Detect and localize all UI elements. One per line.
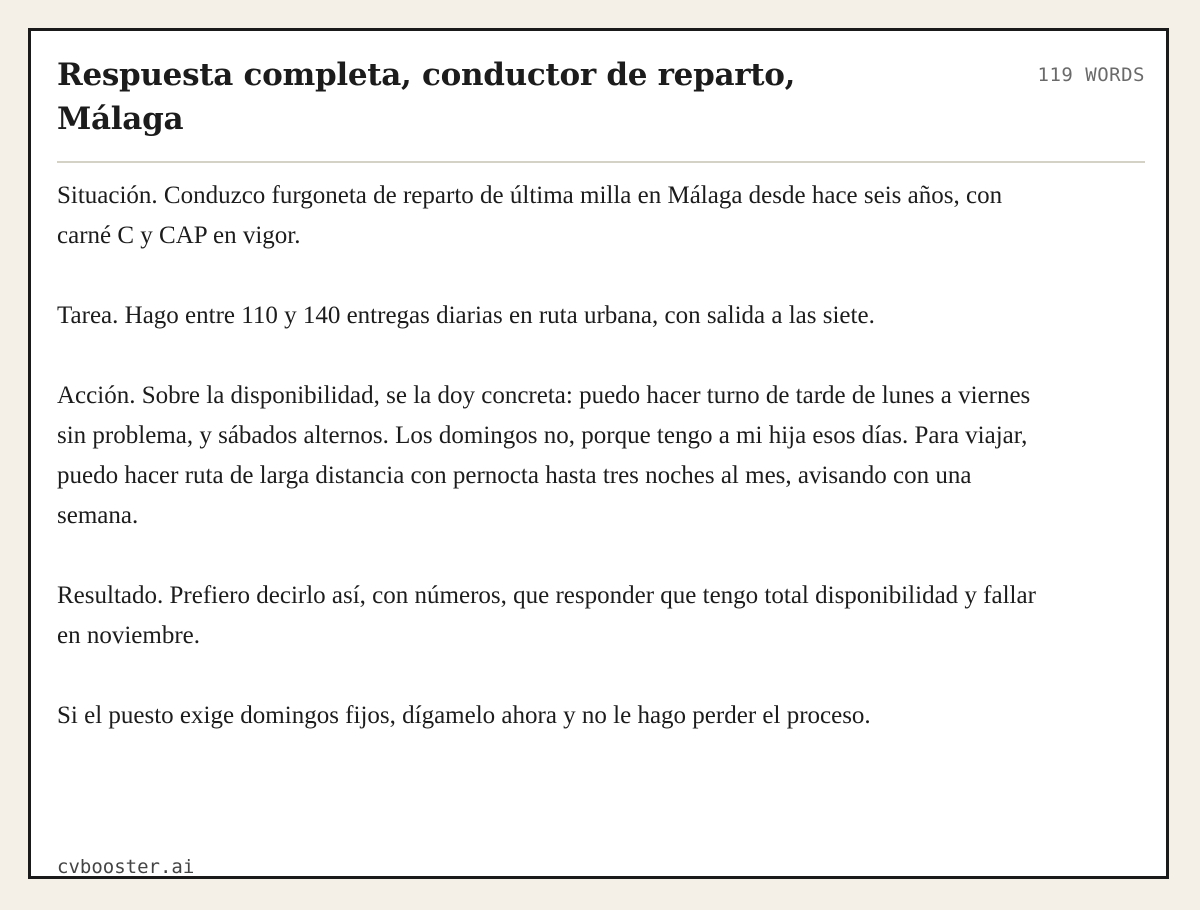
page-title: Respuesta completa, conductor de reparto, Málaga bbox=[57, 57, 796, 137]
brand-footer: cvbooster.ai bbox=[57, 856, 195, 878]
paragraph-resultado: Resultado. Prefiero decirlo así, con números, que responder que tengo total disponibilidad y fallar en noviembre. bbox=[57, 582, 1036, 649]
paragraph-situacion: Situación. Conduzco furgoneta de reparto de última milla en Málaga desde hace seis años, con carné C y CAP en vigor. bbox=[57, 182, 1003, 249]
paragraph-accion: Acción. Sobre la disponibilidad, se la doy concreta: puedo hacer turno de tarde de lunes a viernes sin problema, y sábados alternos. Los domingos no, porque tengo a mi hija esos días. Para viajar, puedo hacer ruta de larga distancia con pernocta hasta tres noches al mes, avisando con una semana. bbox=[57, 382, 1031, 529]
card-header bbox=[57, 53, 1145, 163]
paragraph-closing: Si el puesto exige domingos fijos, dígamelo ahora y no le hago perder el proceso. bbox=[57, 702, 871, 729]
paragraph-tarea: Tarea. Hago entre 110 y 140 entregas diarias en ruta urbana, con salida a las siete. bbox=[57, 302, 875, 329]
word-count-badge: 119 WORDS bbox=[1037, 64, 1145, 86]
answer-card bbox=[28, 28, 1169, 879]
answer-body bbox=[57, 176, 1037, 776]
